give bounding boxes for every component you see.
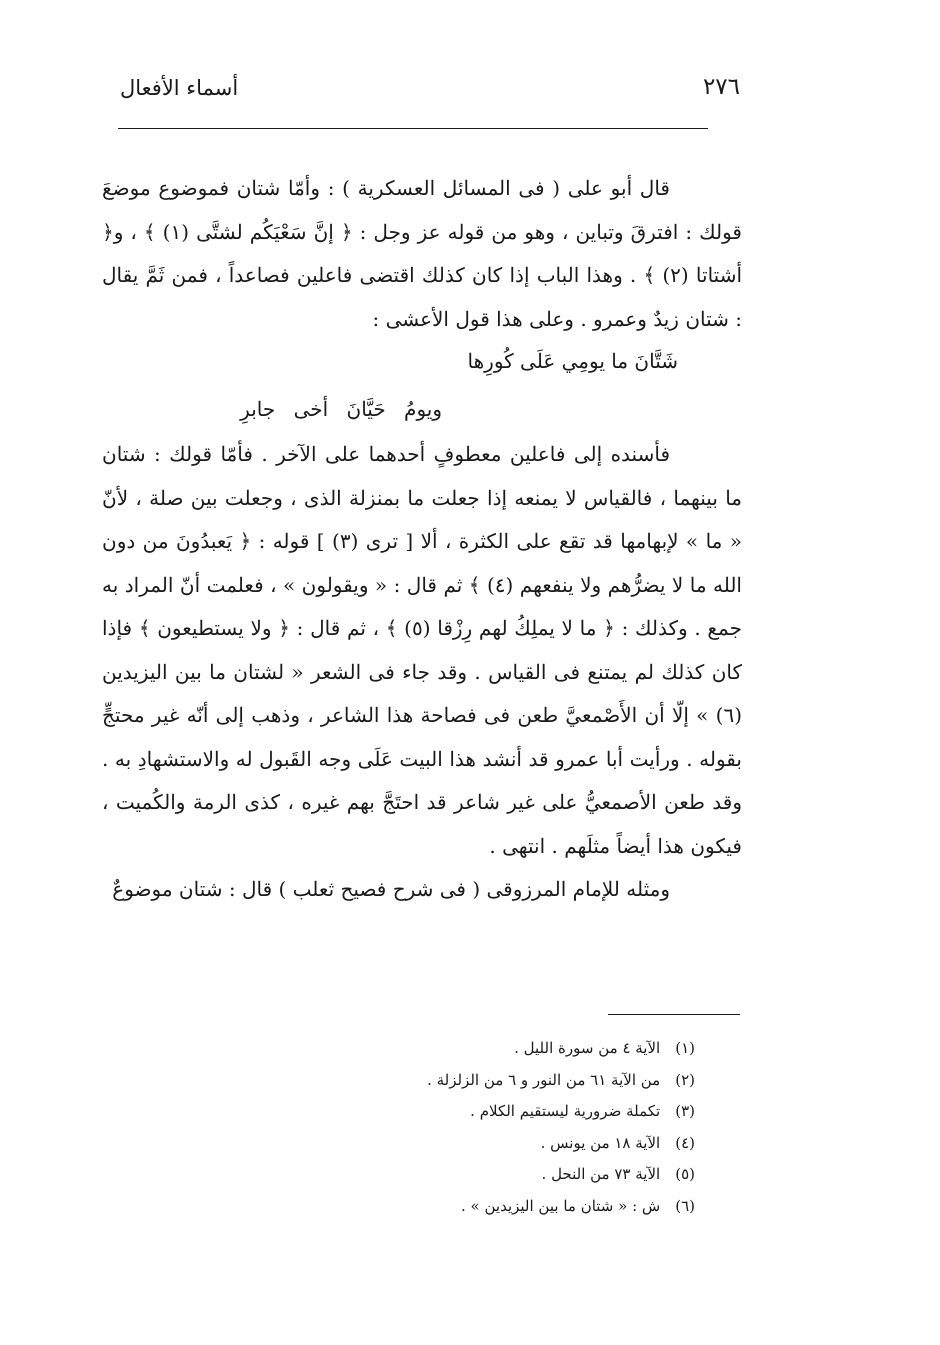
footnote-number: (٥) (675, 1165, 695, 1183)
verse-line-2: ويومُ حَيَّانَ أخى جابرِ (240, 397, 442, 421)
footnote-text: الآية ٧٣ من النحل . (541, 1165, 661, 1183)
main-text (102, 167, 742, 912)
footnote-item (340, 1096, 695, 1128)
footnote-item (340, 1128, 695, 1160)
paragraph-1: قال أبو على ( فى المسائل العسكرية ) : وأمّا شتان فموضوع موضعَ قولك : افترقَ وتباين ، وهو من قوله عز وجل : ﴿ إنَّ سَعْيَكُم لشتَّى (١) ﴾ ، و﴿ أشتاتا (٢) ﴾ . وهذا الباب إذا كان كذلك اقتضى فاعلين فصاعداً ، فمن ثَمَّ يقال : شتان زيدٌ وعمرو . وعلى هذا قول الأعشى : (102, 176, 743, 331)
footnote-text: ش : « شتان ما بين اليزيدين » . (461, 1196, 661, 1215)
page-number: ٢٧٦ (702, 74, 740, 100)
running-head-title: أسماء الأفعال (120, 76, 239, 100)
footnote-text: من الآية ٦١ من النور و ٦ من الزلزلة . (427, 1070, 661, 1089)
footnote-number: (٤) (675, 1133, 695, 1152)
footnote-number: (٢) (675, 1070, 695, 1089)
footnote-number: (١) (675, 1039, 695, 1057)
verse-block (102, 341, 742, 433)
footnote-number: (٣) (675, 1102, 695, 1120)
paragraph-2: فأسنده إلى فاعلين معطوفٍ أحدهما على الآخر . فأمّا قولك : شتان ما بينهما ، فالقياس لا يمنعه إذا جعلت ما بمنزلة الذى ، وجعلت بين صلة ، لأنّ « ما » لإبهامها قد تقع على الكثرة ، ألا [ ترى (٣) ] قوله : ﴿ يَعبدُونَ من دون الله ما لا يضرُّهم ولا ينفعهم (٤) ﴾ ثم قال : « ويقولون » ، فعلمت أنّ المراد به جمع . وكذلك : ﴿ ما لا يملِكُ لهم رِزْقا (٥) ﴾ ، ثم قال : ﴿ ولا يستطيعون ﴾ فإذا كان كذلك لم يمتنع فى القياس . وقد جاء فى الشعر « لشتان ما بين اليزيدين (٦) » إلّا أن الأَصْمعيَّ طعن فى فصاحة هذا الشاعر ، وذهب إلى أنّه غير محتجٍّ بقوله . ورأيت أبا عمرو قد أنشد هذا البيت عَلَى وجه القَبول له والاستشهادِ به . وقد طعن الأصمعيُّ على غير شاعر قد احتَجَّ بهم غيره ، كذى الرمة والكُميت ، فيكون هذا أيضاً مثلَهم . انتهى . (102, 442, 743, 858)
footnote-rule (608, 1014, 740, 1015)
footnote-item (340, 1191, 695, 1223)
footnote-number: (٦) (675, 1196, 695, 1215)
footnote-text: الآية ٤ من سورة الليل . (514, 1039, 661, 1057)
footnote-text: تكملة ضرورية ليستقيم الكلام . (470, 1102, 661, 1120)
footnotes-list (340, 1033, 695, 1222)
footnote-item (340, 1159, 695, 1191)
footnote-item (340, 1033, 695, 1065)
verse-line-1: شَتَّانَ ما يومِي عَلَى كُورِها (467, 349, 678, 373)
header-rule (118, 128, 708, 129)
footnote-item (340, 1065, 695, 1097)
footnote-text: الآية ١٨ من يونس . (540, 1133, 661, 1152)
paragraph-3: ومثله للإمام المرزوقى ( فى شرح فصيح ثعلب ) قال : شتان موضوعٌ (112, 877, 670, 901)
